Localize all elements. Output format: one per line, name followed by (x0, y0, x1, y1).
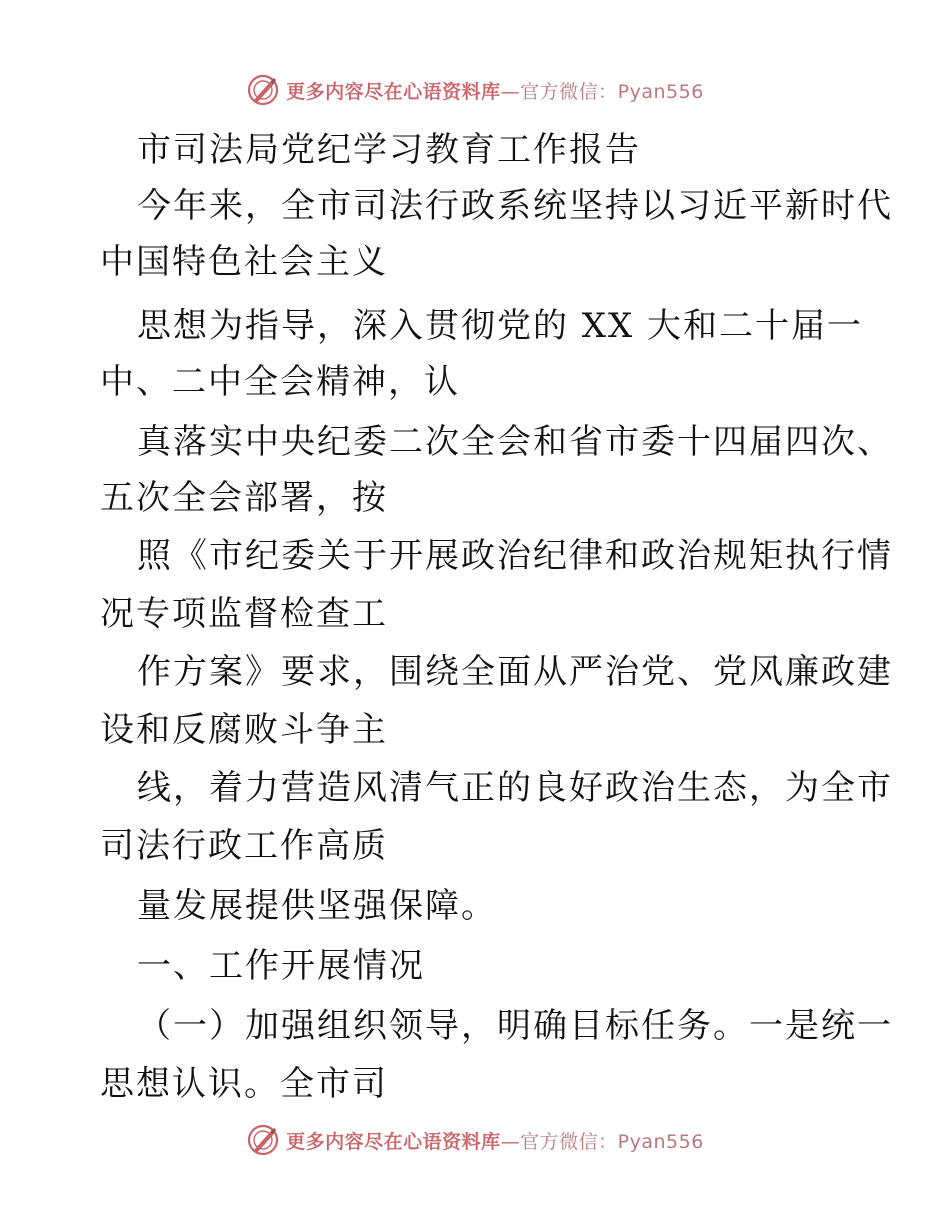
watermark-secondary: 官方微信：Pyan556 (520, 80, 704, 103)
watermark-text (286, 1127, 704, 1154)
doc-title: 市司法局党纪学习教育工作报告 (137, 130, 641, 170)
footer-watermark (0, 1120, 950, 1160)
paragraph-line: 思想为指导，深入贯彻党的 XX 大和二十届一 (137, 306, 864, 346)
paragraph-line: 五次全会部署，按 (100, 478, 388, 518)
section-heading: 一、工作开展情况 (137, 946, 425, 986)
paragraph-line: 线，着力营造风清气正的良好政治生态，为全市 (137, 768, 893, 808)
paragraph-line: 作方案》要求，围绕全面从严治党、党风廉政建 (137, 652, 893, 692)
watermark-text (286, 77, 704, 104)
pen-logo-icon (246, 73, 280, 107)
paragraph-line: 设和反腐败斗争主 (100, 710, 388, 750)
header-watermark (0, 70, 950, 110)
watermark-primary: 更多内容尽在心语资料库 (286, 1130, 501, 1153)
paragraph-line: 况专项监督检查工 (100, 594, 388, 634)
paragraph-line: 中国特色社会主义 (100, 242, 388, 282)
pen-logo-icon (246, 1123, 280, 1157)
paragraph-line: 今年来，全市司法行政系统坚持以习近平新时代 (137, 186, 893, 226)
paragraph-line: 司法行政工作高质 (100, 826, 388, 866)
paragraph-line: 思想认识。全市司 (100, 1064, 388, 1104)
paragraph-line: 中、二中全会精神，认 (100, 362, 460, 402)
paragraph-line: 真落实中央纪委二次全会和省市委十四届四次、 (137, 422, 893, 462)
paragraph-line: 量发展提供坚强保障。 (137, 886, 497, 926)
watermark-separator: — (500, 80, 521, 103)
watermark-secondary: 官方微信：Pyan556 (520, 1130, 704, 1153)
watermark-separator: — (500, 1130, 521, 1153)
subsection-line: （一）加强组织领导，明确目标任务。一是统一 (137, 1006, 893, 1046)
watermark-primary: 更多内容尽在心语资料库 (286, 80, 501, 103)
paragraph-line: 照《市纪委关于开展政治纪律和政治规矩执行情 (137, 536, 893, 576)
